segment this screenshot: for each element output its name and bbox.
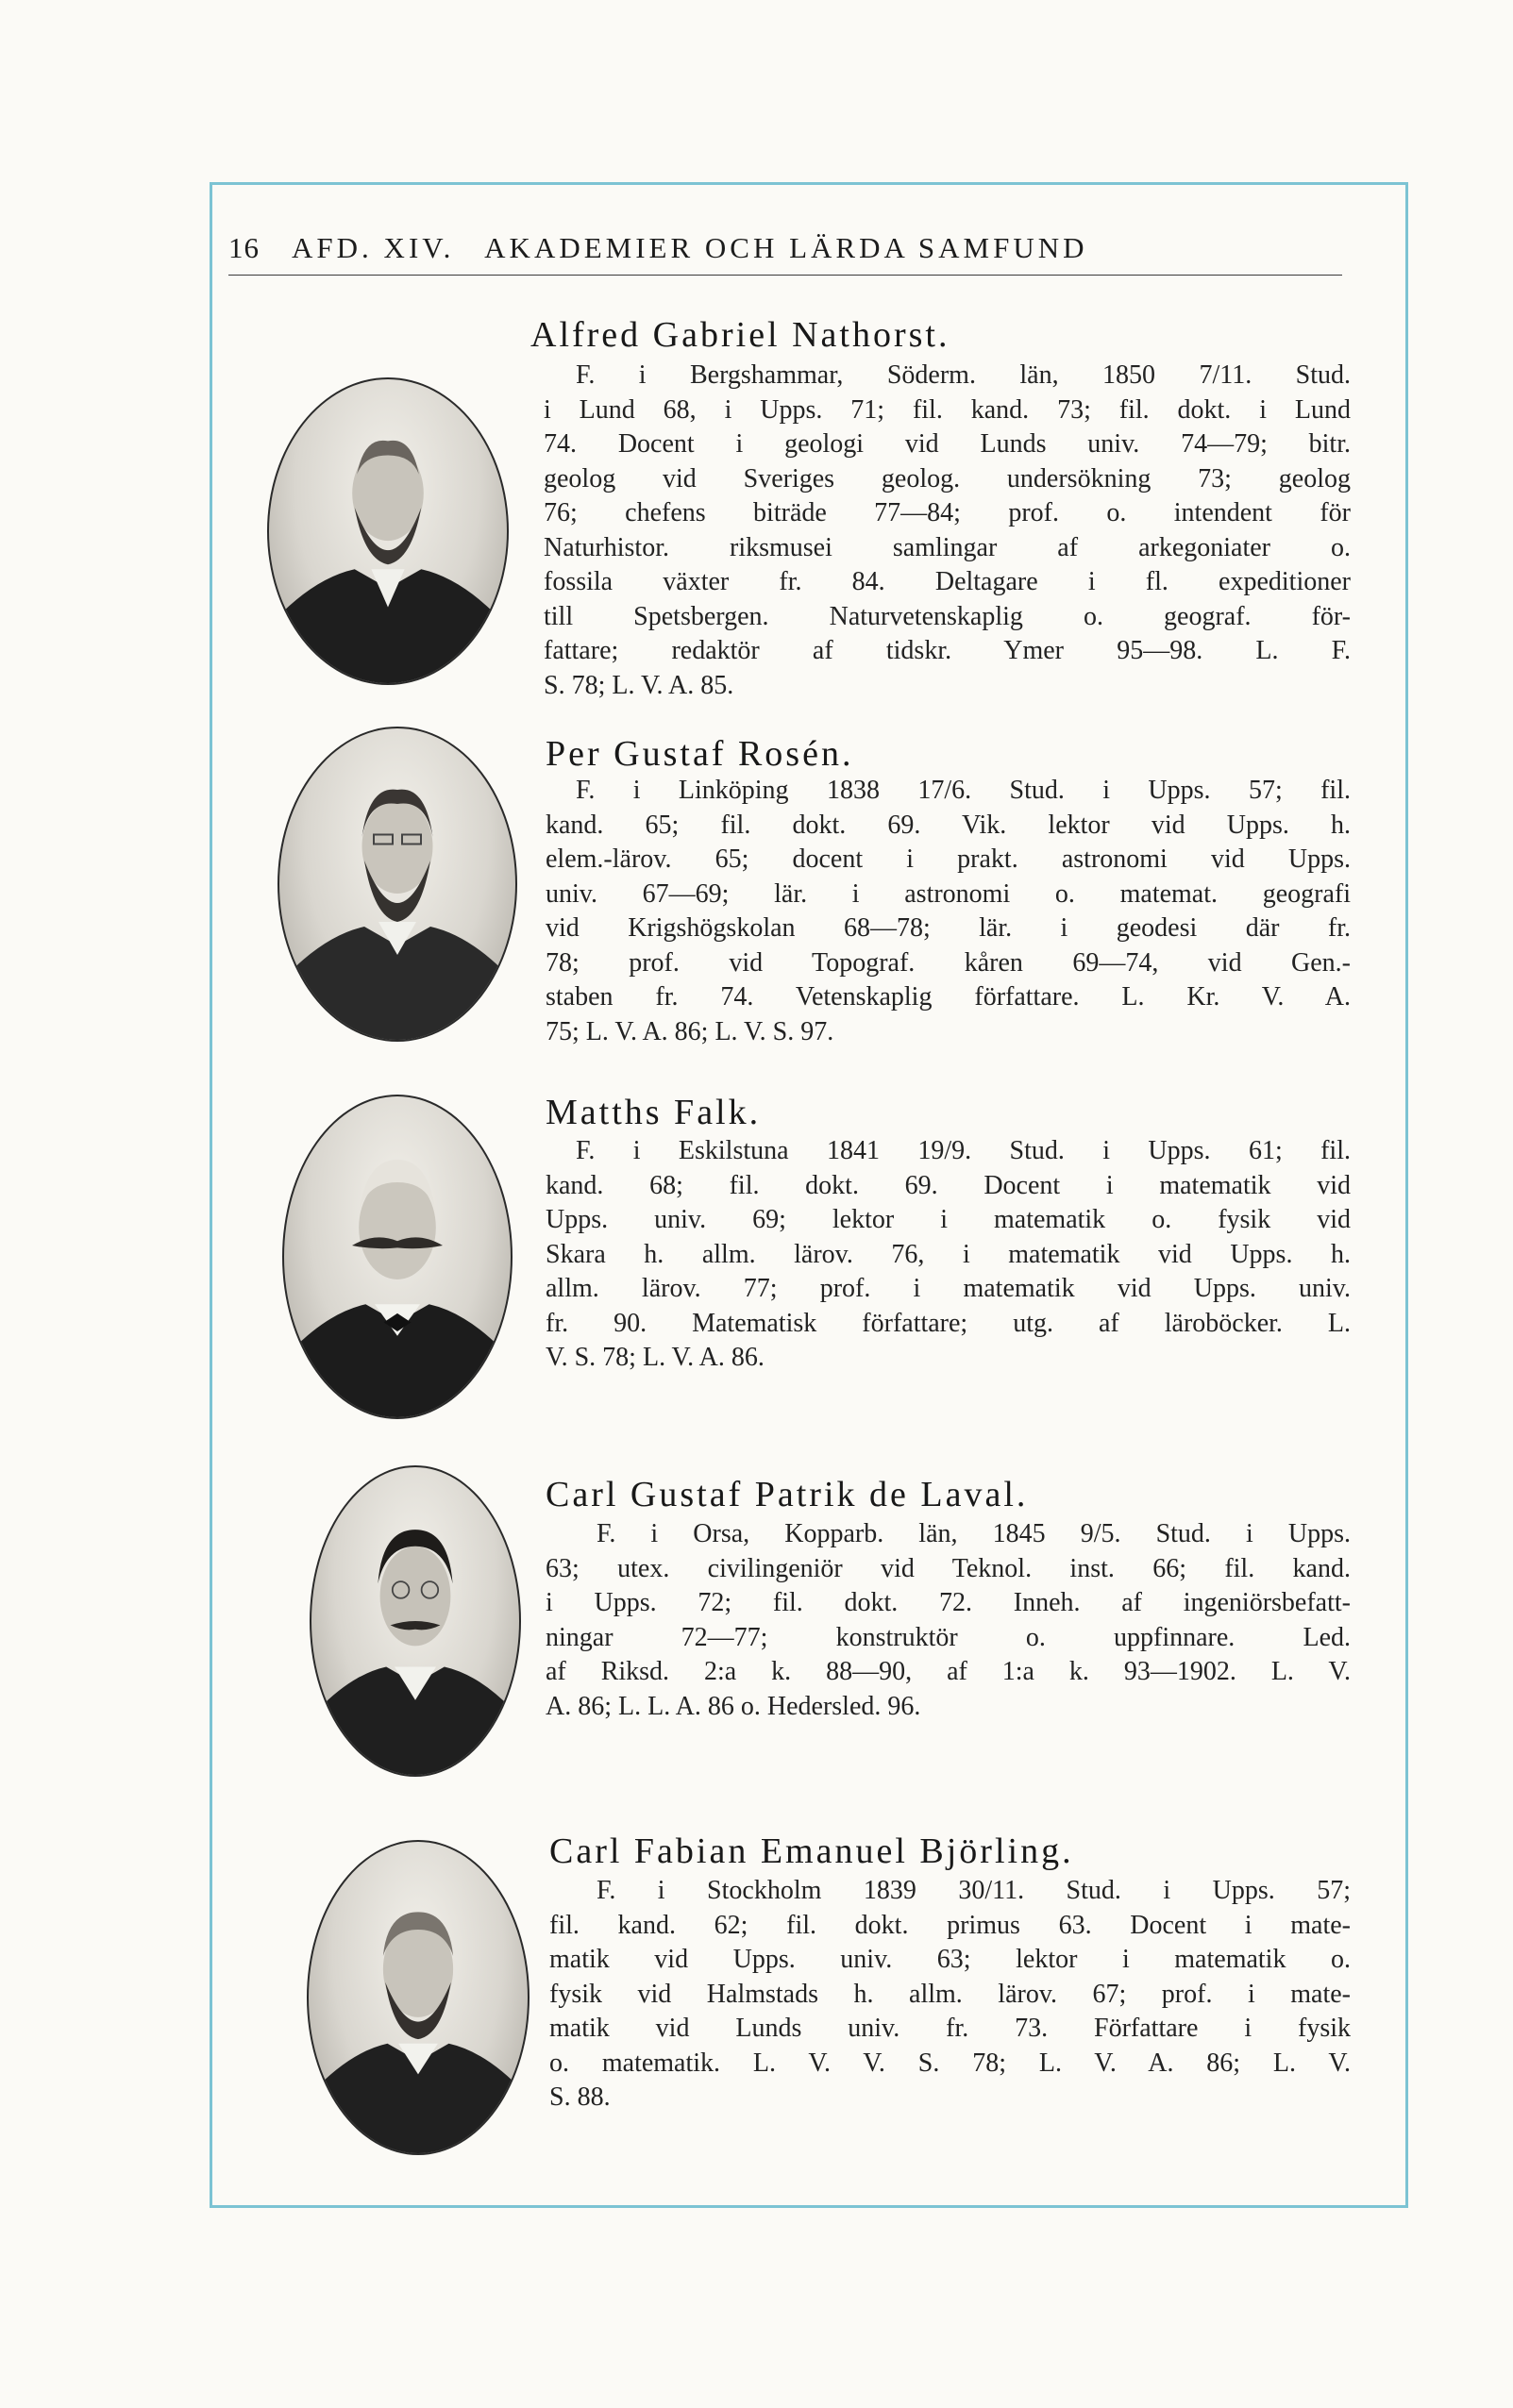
bio-line: elem.-lärov. 65; docent i prakt. astronomi vid Upps. [546, 844, 1351, 874]
biography-text [549, 1874, 1351, 2115]
bio-line: i Lund 68, i Upps. 71; fil. kand. 73; fil. dokt. i Lund [544, 394, 1351, 425]
biography-text [546, 1134, 1351, 1376]
bio-line: F. i Linköping 1838 17/6. Stud. i Upps. 57; fil. [576, 776, 1351, 805]
bio-line: kand. 68; fil. dokt. 69. Docent i matematik vid [546, 1170, 1351, 1200]
bio-line: fr. 90. Matematisk författare; utg. af läroböcker. L. [546, 1308, 1351, 1338]
bio-line: kand. 65; fil. dokt. 69. Vik. lektor vid Upps. h. [546, 810, 1351, 840]
biography-text [546, 1517, 1351, 1724]
portrait-figure-icon [311, 1467, 519, 1775]
portrait-figure-icon [309, 1842, 528, 2153]
bio-line: 78; prof. vid Topograf. kåren 69—74, vid Gen.- [546, 947, 1351, 978]
bio-line: fysik vid Halmstads h. allm. lärov. 67; prof. i mate- [549, 1979, 1351, 2009]
portrait-figure-icon [269, 379, 507, 683]
bio-line: F. i Bergshammar, Söderm. län, 1850 7/11. Stud. [576, 360, 1351, 390]
bio-line: af Riksd. 2:a k. 88—90, af 1:a k. 93—1902. L. V. [546, 1657, 1351, 1686]
running-head [228, 231, 1342, 276]
portrait-rosen [277, 727, 517, 1042]
bio-line: Skara h. allm. lärov. 76, i matematik vid Upps. h. [546, 1239, 1351, 1269]
bio-line: F. i Eskilstuna 1841 19/9. Stud. i Upps. 61; fil. [576, 1136, 1351, 1165]
section-label: AFD. XIV. [292, 231, 455, 264]
portrait-figure-icon [284, 1096, 511, 1417]
bio-line: matik vid Lunds univ. fr. 73. Författare i fysik [549, 2014, 1351, 2043]
bio-line: F. i Orsa, Kopparb. län, 1845 9/5. Stud. i Upps. [597, 1519, 1351, 1548]
person-name: Per Gustaf Rosén. [546, 734, 854, 774]
bio-line: fossila växter fr. 84. Deltagare i fl. expeditioner [544, 567, 1351, 596]
person-name: Matths Falk. [546, 1093, 762, 1132]
bio-line: A. 86; L. L. A. 86 o. Hedersled. 96. [546, 1691, 921, 1721]
bio-line: 75; L. V. A. 86; L. V. S. 97. [546, 1016, 834, 1046]
bio-line: fattare; redaktör af tidskr. Ymer 95—98. L. F. [544, 636, 1351, 665]
bio-line: till Spetsbergen. Naturvetenskaplig o. geograf. för- [544, 601, 1351, 631]
bio-line: geolog vid Sveriges geolog. undersökning 73; geolog [544, 463, 1351, 493]
bio-line: matik vid Upps. univ. 63; lektor i matematik o. [549, 1945, 1351, 1974]
bio-line: Naturhistor. riksmusei samlingar af arkegoniater o. [544, 532, 1351, 562]
bio-line: 76; chefens biträde 77—84; prof. o. intendent för [544, 498, 1351, 527]
bio-line: V. S. 78; L. V. A. 86. [546, 1343, 765, 1372]
person-name: Carl Fabian Emanuel Björling. [549, 1831, 1074, 1871]
page-number: 16 [228, 231, 260, 264]
bio-line: staben fr. 74. Vetenskaplig författare. L. Kr. V. A. [546, 982, 1351, 1012]
portrait-bjorling [307, 1840, 530, 2155]
bio-line: S. 78; L. V. A. 85. [544, 670, 734, 700]
biography-text [546, 774, 1351, 1049]
bio-line: fil. kand. 62; fil. dokt. primus 63. Docent i mate- [549, 1910, 1351, 1940]
bio-line: S. 88. [549, 2082, 611, 2112]
bio-line: Upps. univ. 69; lektor i matematik o. fysik vid [546, 1205, 1351, 1234]
bio-line: 74. Docent i geologi vid Lunds univ. 74—79; bitr. [544, 429, 1351, 459]
bio-line: vid Krigshögskolan 68—78; lär. i geodesi där fr. [546, 913, 1351, 943]
bio-line: F. i Stockholm 1839 30/11. Stud. i Upps. 57; [597, 1876, 1351, 1905]
biography-text [544, 359, 1351, 703]
bio-line: 63; utex. civilingeniör vid Teknol. inst. 66; fil. kand. [546, 1553, 1351, 1583]
bio-line: univ. 67—69; lär. i astronomi o. matemat. geografi [546, 878, 1351, 909]
portrait-figure-icon [279, 728, 515, 1040]
portrait-nathorst [267, 377, 509, 685]
bio-line: i Upps. 72; fil. dokt. 72. Inneh. af ingeniörsbefatt- [546, 1588, 1351, 1617]
bio-line: ningar 72—77; konstruktör o. uppfinnare. Led. [546, 1622, 1351, 1652]
bio-line: allm. lärov. 77; prof. i matematik vid Upps. univ. [546, 1274, 1351, 1303]
running-title: AKADEMIER OCH LÄRDA SAMFUND [484, 231, 1088, 264]
person-name: Carl Gustaf Patrik de Laval. [546, 1475, 1029, 1514]
portrait-falk [282, 1095, 513, 1419]
person-name: Alfred Gabriel Nathorst. [530, 315, 950, 355]
bio-line: o. matematik. L. V. V. S. 78; L. V. A. 86; L. V. [549, 2048, 1351, 2078]
portrait-de-laval [310, 1465, 521, 1777]
